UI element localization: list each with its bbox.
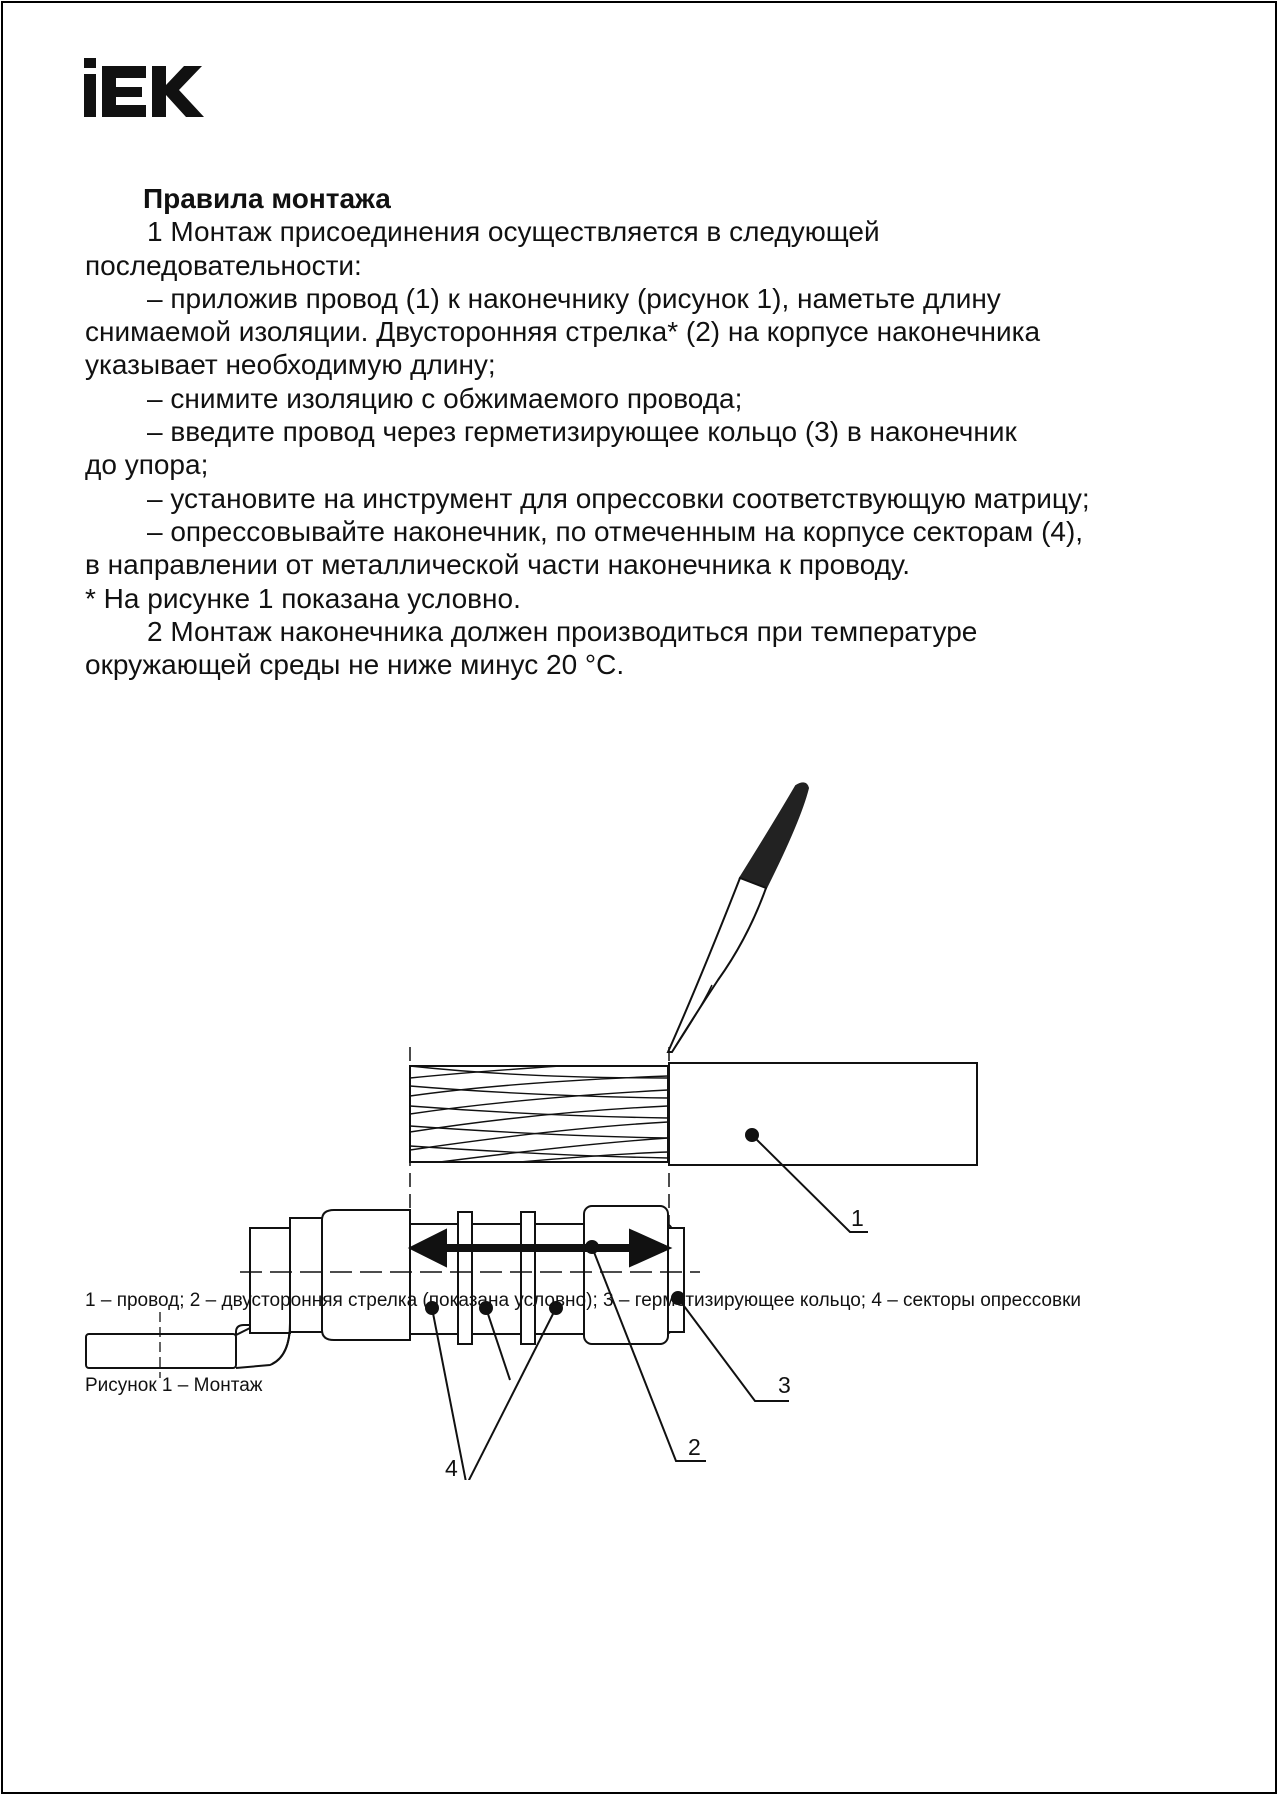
section-heading: Правила монтажа — [143, 183, 391, 214]
text-line: 1 Монтаж присоединения осуществляется в следующей — [147, 216, 880, 248]
text-line: в направлении от металлической части наконечника к проводу. — [85, 549, 910, 581]
knife-icon — [668, 783, 808, 1052]
figure-1-mounting-diagram — [0, 760, 1280, 1480]
label-3: 3 — [778, 1372, 791, 1398]
text-line: окружающей среды не ниже минус 20 °С. — [85, 649, 625, 681]
text-line: – приложив провод (1) к наконечнику (рисунок 1), наметьте длину — [147, 282, 1001, 314]
figure-legend: 1 – провод; 2 – двусторонняя стрелка (показана условно); 3 – герметизирующее кольцо; 4 – секторы опрессовки — [85, 1290, 1081, 1311]
label-2: 2 — [688, 1434, 701, 1460]
text-line: указывает необходимую длину; — [85, 349, 496, 381]
text-line: – введите провод через герметизирующее кольцо (3) в наконечник — [147, 416, 1017, 448]
text-line: снимаемой изоляции. Двусторонняя стрелка* (2) на корпусе наконечника — [85, 316, 1041, 348]
mounting-rules-text — [85, 182, 1205, 681]
figure-caption: Рисунок 1 – Монтаж — [85, 1375, 263, 1396]
label-4: 4 — [445, 1455, 458, 1480]
text-line: – установите на инструмент для опрессовки соответствующую матрицу; — [147, 482, 1090, 514]
text-line: – снимите изоляцию с обжимаемого провода; — [147, 382, 743, 414]
label-1: 1 — [851, 1205, 864, 1231]
text-line: до упора; — [85, 449, 209, 481]
text-line: – опрессовывайте наконечник, по отмеченным на корпусе секторам (4), — [147, 515, 1084, 547]
text-line: * На рисунке 1 показана условно. — [85, 582, 521, 614]
iek-logo — [84, 58, 208, 123]
text-line: последовательности: — [85, 249, 362, 281]
text-line: 2 Монтаж наконечника должен производиться при температуре — [147, 615, 978, 647]
